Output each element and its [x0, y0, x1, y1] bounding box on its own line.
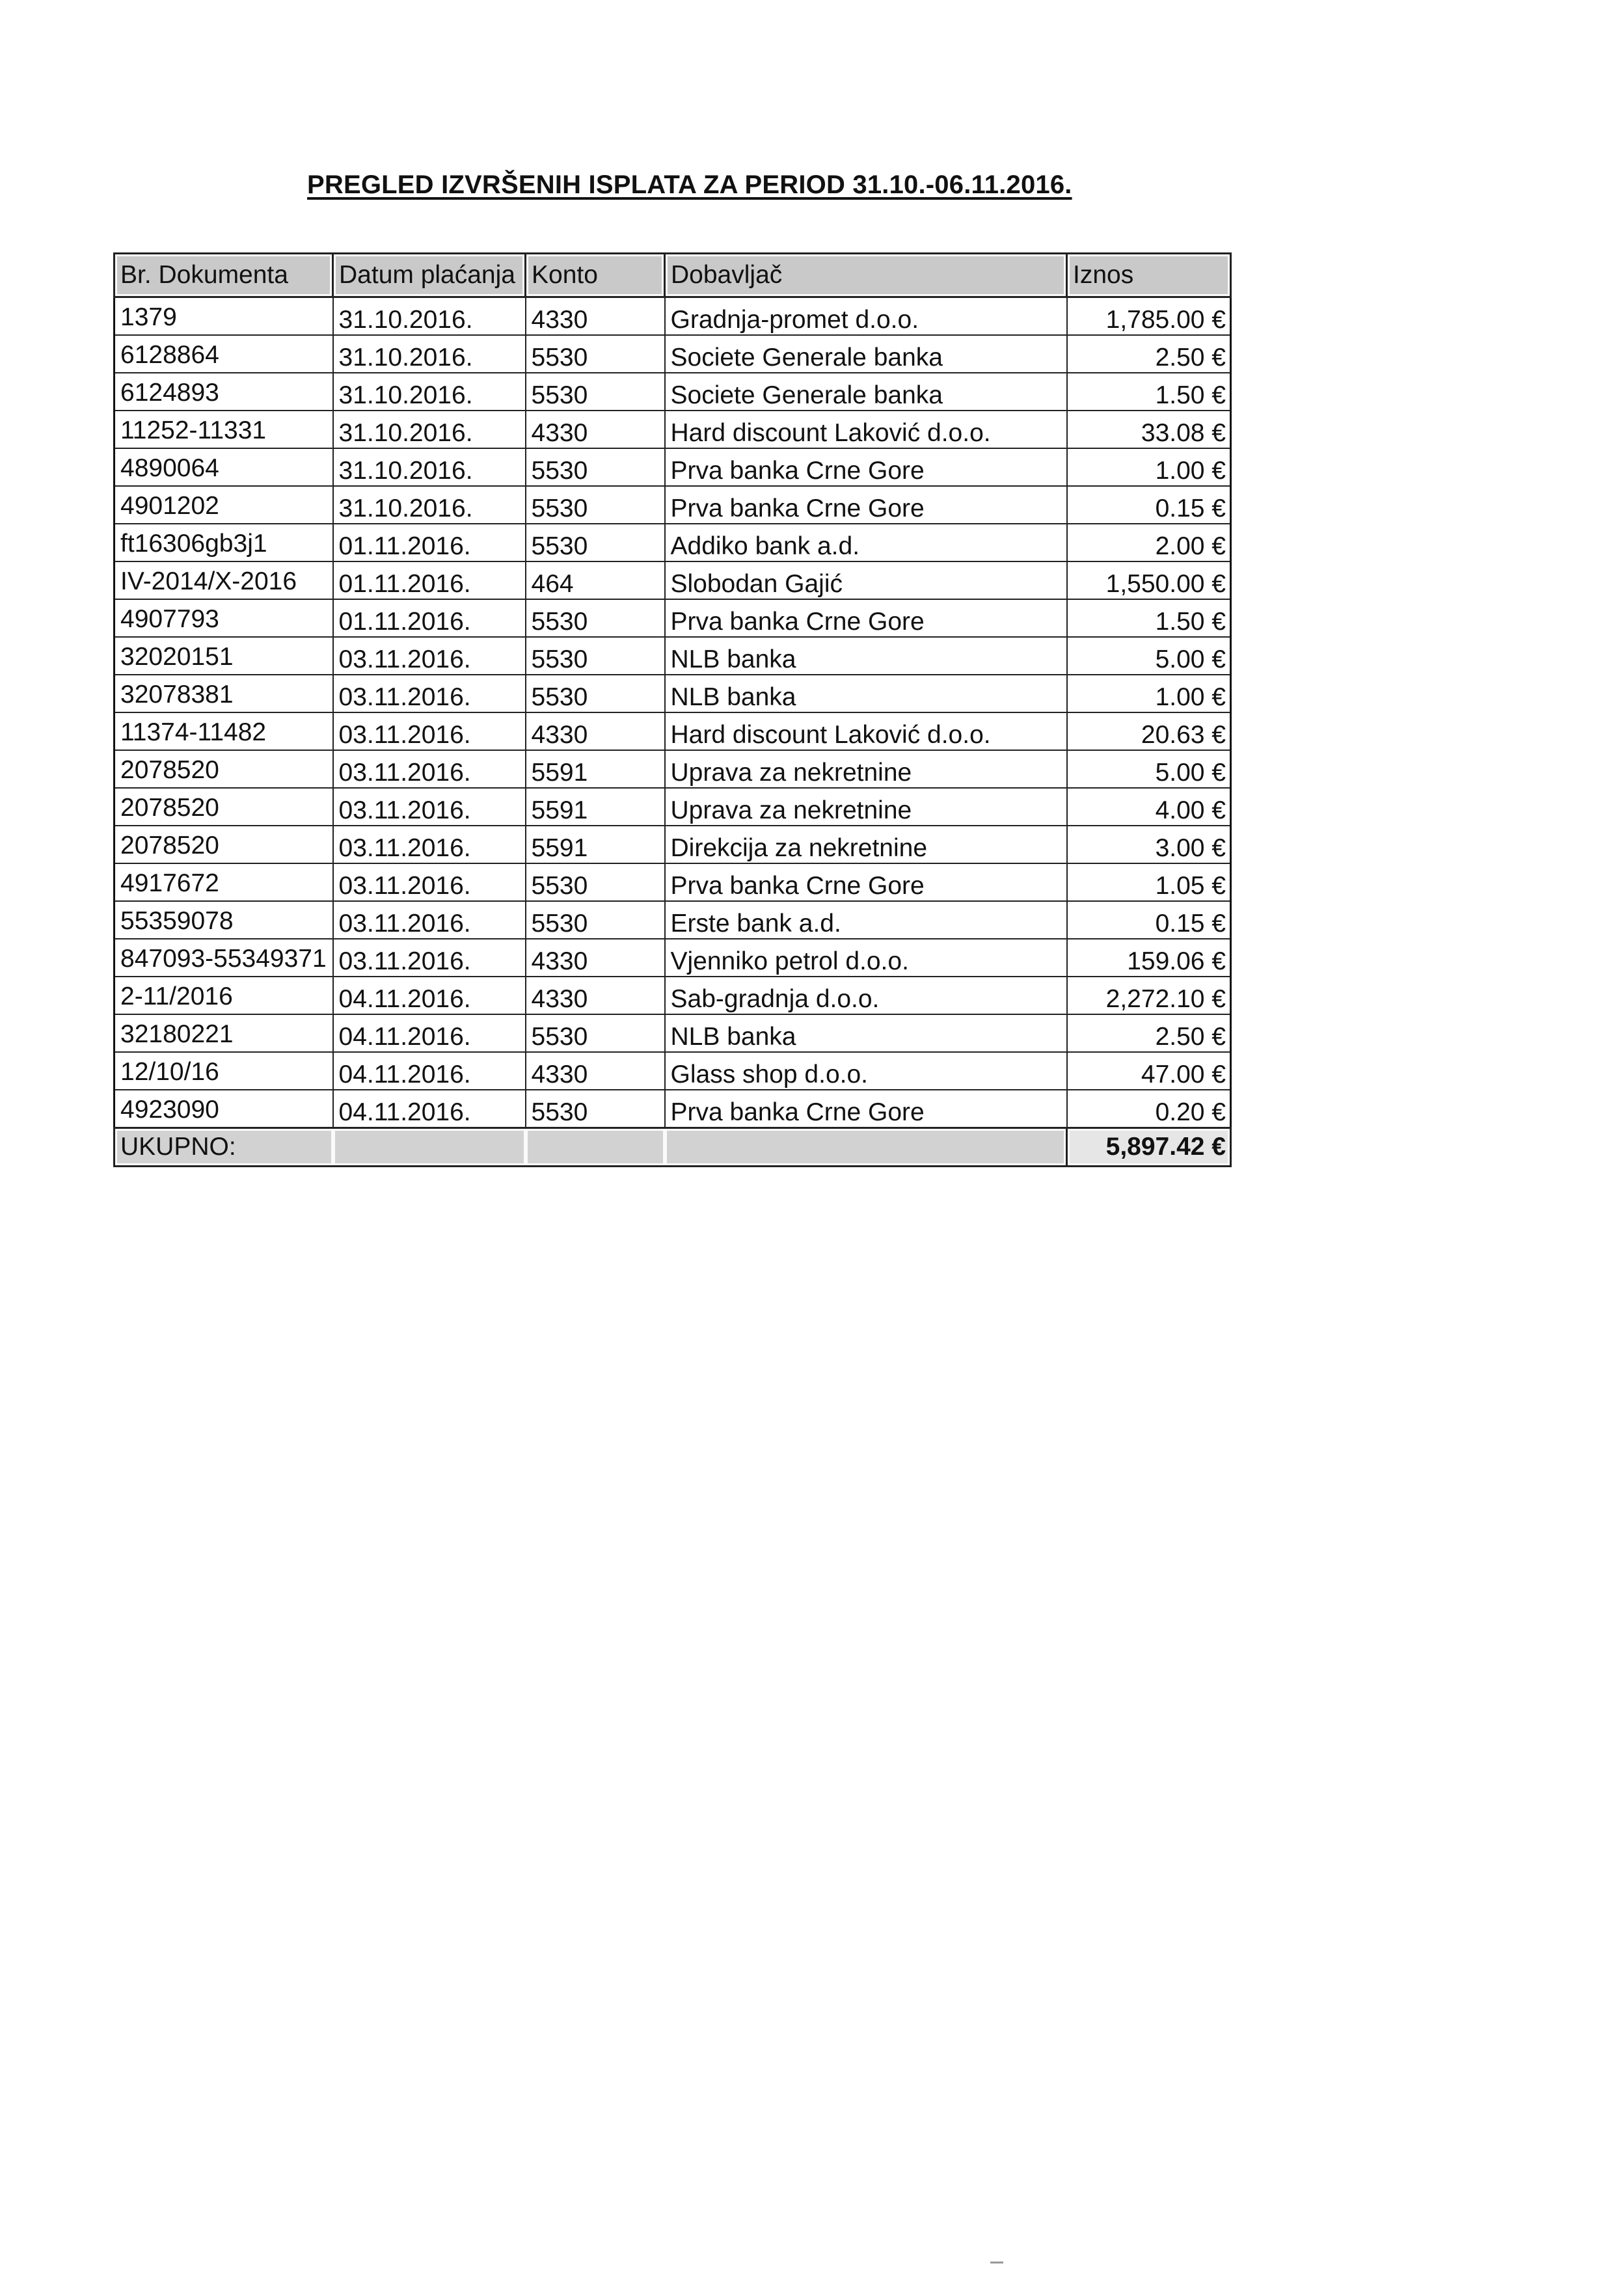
- payment-date-cell: 31.10.2016.: [333, 373, 526, 411]
- table-row: [115, 939, 1231, 977]
- supplier-cell: Vjenniko petrol d.o.o.: [665, 939, 1067, 977]
- document-number-cell: 55359078: [115, 901, 333, 939]
- account-cell: 5530: [526, 1014, 665, 1052]
- total-filler: [665, 1128, 1067, 1167]
- supplier-cell: Prva banka Crne Gore: [665, 486, 1067, 524]
- table-row: [115, 977, 1231, 1014]
- supplier-cell: NLB banka: [665, 637, 1067, 675]
- account-cell: 5530: [526, 637, 665, 675]
- amount-cell: 1.50 €: [1067, 599, 1231, 637]
- account-cell: 5530: [526, 901, 665, 939]
- amount-cell: 20.63 €: [1067, 712, 1231, 750]
- amount-cell: 5.00 €: [1067, 750, 1231, 788]
- account-cell: 5591: [526, 750, 665, 788]
- account-cell: 4330: [526, 297, 665, 336]
- account-cell: 4330: [526, 977, 665, 1014]
- column-header-amount: Iznos: [1067, 254, 1231, 297]
- column-header-account: Konto: [526, 254, 665, 297]
- table-row: [115, 712, 1231, 750]
- account-cell: 5530: [526, 335, 665, 373]
- document-number-cell: 32078381: [115, 675, 333, 712]
- amount-cell: 1.00 €: [1067, 448, 1231, 486]
- total-filler: [333, 1128, 526, 1167]
- table-row: [115, 750, 1231, 788]
- table-row: [115, 901, 1231, 939]
- supplier-cell: Direkcija za nekretnine: [665, 826, 1067, 863]
- amount-cell: 2,272.10 €: [1067, 977, 1231, 1014]
- supplier-cell: Uprava za nekretnine: [665, 788, 1067, 826]
- account-cell: 4330: [526, 712, 665, 750]
- scan-mark: [990, 2262, 1003, 2263]
- document-number-cell: 2-11/2016: [115, 977, 333, 1014]
- document-number-cell: 32180221: [115, 1014, 333, 1052]
- supplier-cell: Prva banka Crne Gore: [665, 863, 1067, 901]
- table-row: [115, 826, 1231, 863]
- table-row: [115, 863, 1231, 901]
- payment-date-cell: 31.10.2016.: [333, 448, 526, 486]
- document-number-cell: 4917672: [115, 863, 333, 901]
- account-cell: 4330: [526, 939, 665, 977]
- payments-table-body: [115, 297, 1231, 1128]
- document-number-cell: 2078520: [115, 826, 333, 863]
- amount-cell: 0.20 €: [1067, 1090, 1231, 1128]
- table-row: [115, 599, 1231, 637]
- document-number-cell: 4901202: [115, 486, 333, 524]
- payment-date-cell: 03.11.2016.: [333, 788, 526, 826]
- amount-cell: 3.00 €: [1067, 826, 1231, 863]
- account-cell: 5530: [526, 524, 665, 561]
- account-cell: 5530: [526, 675, 665, 712]
- supplier-cell: Addiko bank a.d.: [665, 524, 1067, 561]
- account-cell: 5591: [526, 788, 665, 826]
- column-header-supplier: Dobavljač: [665, 254, 1067, 297]
- document-number-cell: 11374-11482: [115, 712, 333, 750]
- document-number-cell: 2078520: [115, 750, 333, 788]
- amount-cell: 1.50 €: [1067, 373, 1231, 411]
- payment-date-cell: 01.11.2016.: [333, 561, 526, 599]
- amount-cell: 1,785.00 €: [1067, 297, 1231, 336]
- payment-date-cell: 31.10.2016.: [333, 411, 526, 448]
- supplier-cell: Societe Generale banka: [665, 335, 1067, 373]
- supplier-cell: Slobodan Gajić: [665, 561, 1067, 599]
- supplier-cell: Glass shop d.o.o.: [665, 1052, 1067, 1090]
- amount-cell: 4.00 €: [1067, 788, 1231, 826]
- amount-cell: 1,550.00 €: [1067, 561, 1231, 599]
- payment-date-cell: 03.11.2016.: [333, 750, 526, 788]
- account-cell: 464: [526, 561, 665, 599]
- total-amount: 5,897.42 €: [1067, 1128, 1231, 1167]
- supplier-cell: Erste bank a.d.: [665, 901, 1067, 939]
- account-cell: 5530: [526, 486, 665, 524]
- payment-date-cell: 03.11.2016.: [333, 637, 526, 675]
- table-row: [115, 788, 1231, 826]
- table-row: [115, 675, 1231, 712]
- account-cell: 5530: [526, 599, 665, 637]
- supplier-cell: Uprava za nekretnine: [665, 750, 1067, 788]
- amount-cell: 0.15 €: [1067, 486, 1231, 524]
- payment-date-cell: 03.11.2016.: [333, 863, 526, 901]
- total-label: UKUPNO:: [115, 1128, 333, 1167]
- payment-date-cell: 31.10.2016.: [333, 297, 526, 336]
- table-row: [115, 1014, 1231, 1052]
- table-row: [115, 411, 1231, 448]
- amount-cell: 2.50 €: [1067, 335, 1231, 373]
- supplier-cell: Prva banka Crne Gore: [665, 599, 1067, 637]
- table-row: [115, 448, 1231, 486]
- supplier-cell: Hard discount Laković d.o.o.: [665, 411, 1067, 448]
- amount-cell: 33.08 €: [1067, 411, 1231, 448]
- document-number-cell: 4890064: [115, 448, 333, 486]
- table-row: [115, 297, 1231, 336]
- payment-date-cell: 03.11.2016.: [333, 901, 526, 939]
- supplier-cell: Hard discount Laković d.o.o.: [665, 712, 1067, 750]
- payment-date-cell: 04.11.2016.: [333, 1090, 526, 1128]
- account-cell: 5530: [526, 863, 665, 901]
- table-row: [115, 637, 1231, 675]
- table-row: [115, 486, 1231, 524]
- account-cell: 4330: [526, 1052, 665, 1090]
- account-cell: 5530: [526, 448, 665, 486]
- supplier-cell: NLB banka: [665, 1014, 1067, 1052]
- table-row: [115, 1052, 1231, 1090]
- amount-cell: 5.00 €: [1067, 637, 1231, 675]
- document-number-cell: 4907793: [115, 599, 333, 637]
- amount-cell: 1.05 €: [1067, 863, 1231, 901]
- supplier-cell: Prva banka Crne Gore: [665, 448, 1067, 486]
- payment-date-cell: 04.11.2016.: [333, 1052, 526, 1090]
- payment-date-cell: 01.11.2016.: [333, 599, 526, 637]
- account-cell: 5530: [526, 1090, 665, 1128]
- account-cell: 5591: [526, 826, 665, 863]
- document-number-cell: 6128864: [115, 335, 333, 373]
- payments-table: [113, 252, 1232, 1167]
- payment-date-cell: 31.10.2016.: [333, 486, 526, 524]
- total-row: [115, 1128, 1231, 1167]
- header-row: [115, 254, 1231, 297]
- table-row: [115, 524, 1231, 561]
- amount-cell: 2.50 €: [1067, 1014, 1231, 1052]
- document-number-cell: 6124893: [115, 373, 333, 411]
- document-number-cell: IV-2014/X-2016: [115, 561, 333, 599]
- document-number-cell: 11252-11331: [115, 411, 333, 448]
- document-number-cell: 1379: [115, 297, 333, 336]
- payment-date-cell: 03.11.2016.: [333, 826, 526, 863]
- column-header-doc-number: Br. Dokumenta: [115, 254, 333, 297]
- total-filler: [526, 1128, 665, 1167]
- payment-date-cell: 03.11.2016.: [333, 939, 526, 977]
- supplier-cell: Gradnja-promet d.o.o.: [665, 297, 1067, 336]
- table-row: [115, 373, 1231, 411]
- supplier-cell: Prva banka Crne Gore: [665, 1090, 1067, 1128]
- account-cell: 4330: [526, 411, 665, 448]
- account-cell: 5530: [526, 373, 665, 411]
- table-row: [115, 1090, 1231, 1128]
- payment-date-cell: 03.11.2016.: [333, 712, 526, 750]
- amount-cell: 159.06 €: [1067, 939, 1231, 977]
- payment-date-cell: 01.11.2016.: [333, 524, 526, 561]
- payment-date-cell: 31.10.2016.: [333, 335, 526, 373]
- document-number-cell: 32020151: [115, 637, 333, 675]
- payment-date-cell: 04.11.2016.: [333, 1014, 526, 1052]
- document-number-cell: 2078520: [115, 788, 333, 826]
- amount-cell: 47.00 €: [1067, 1052, 1231, 1090]
- supplier-cell: Sab-gradnja d.o.o.: [665, 977, 1067, 1014]
- supplier-cell: NLB banka: [665, 675, 1067, 712]
- payment-date-cell: 03.11.2016.: [333, 675, 526, 712]
- document-number-cell: 12/10/16: [115, 1052, 333, 1090]
- amount-cell: 1.00 €: [1067, 675, 1231, 712]
- column-header-payment-date: Datum plaćanja: [333, 254, 526, 297]
- document-number-cell: 847093-55349371: [115, 939, 333, 977]
- table-row: [115, 561, 1231, 599]
- page-title: PREGLED IZVRŠENIH ISPLATA ZA PERIOD 31.10.-06.11.2016.: [307, 170, 1072, 199]
- document-number-cell: ft16306gb3j1: [115, 524, 333, 561]
- amount-cell: 0.15 €: [1067, 901, 1231, 939]
- payment-date-cell: 04.11.2016.: [333, 977, 526, 1014]
- amount-cell: 2.00 €: [1067, 524, 1231, 561]
- supplier-cell: Societe Generale banka: [665, 373, 1067, 411]
- document-number-cell: 4923090: [115, 1090, 333, 1128]
- table-row: [115, 335, 1231, 373]
